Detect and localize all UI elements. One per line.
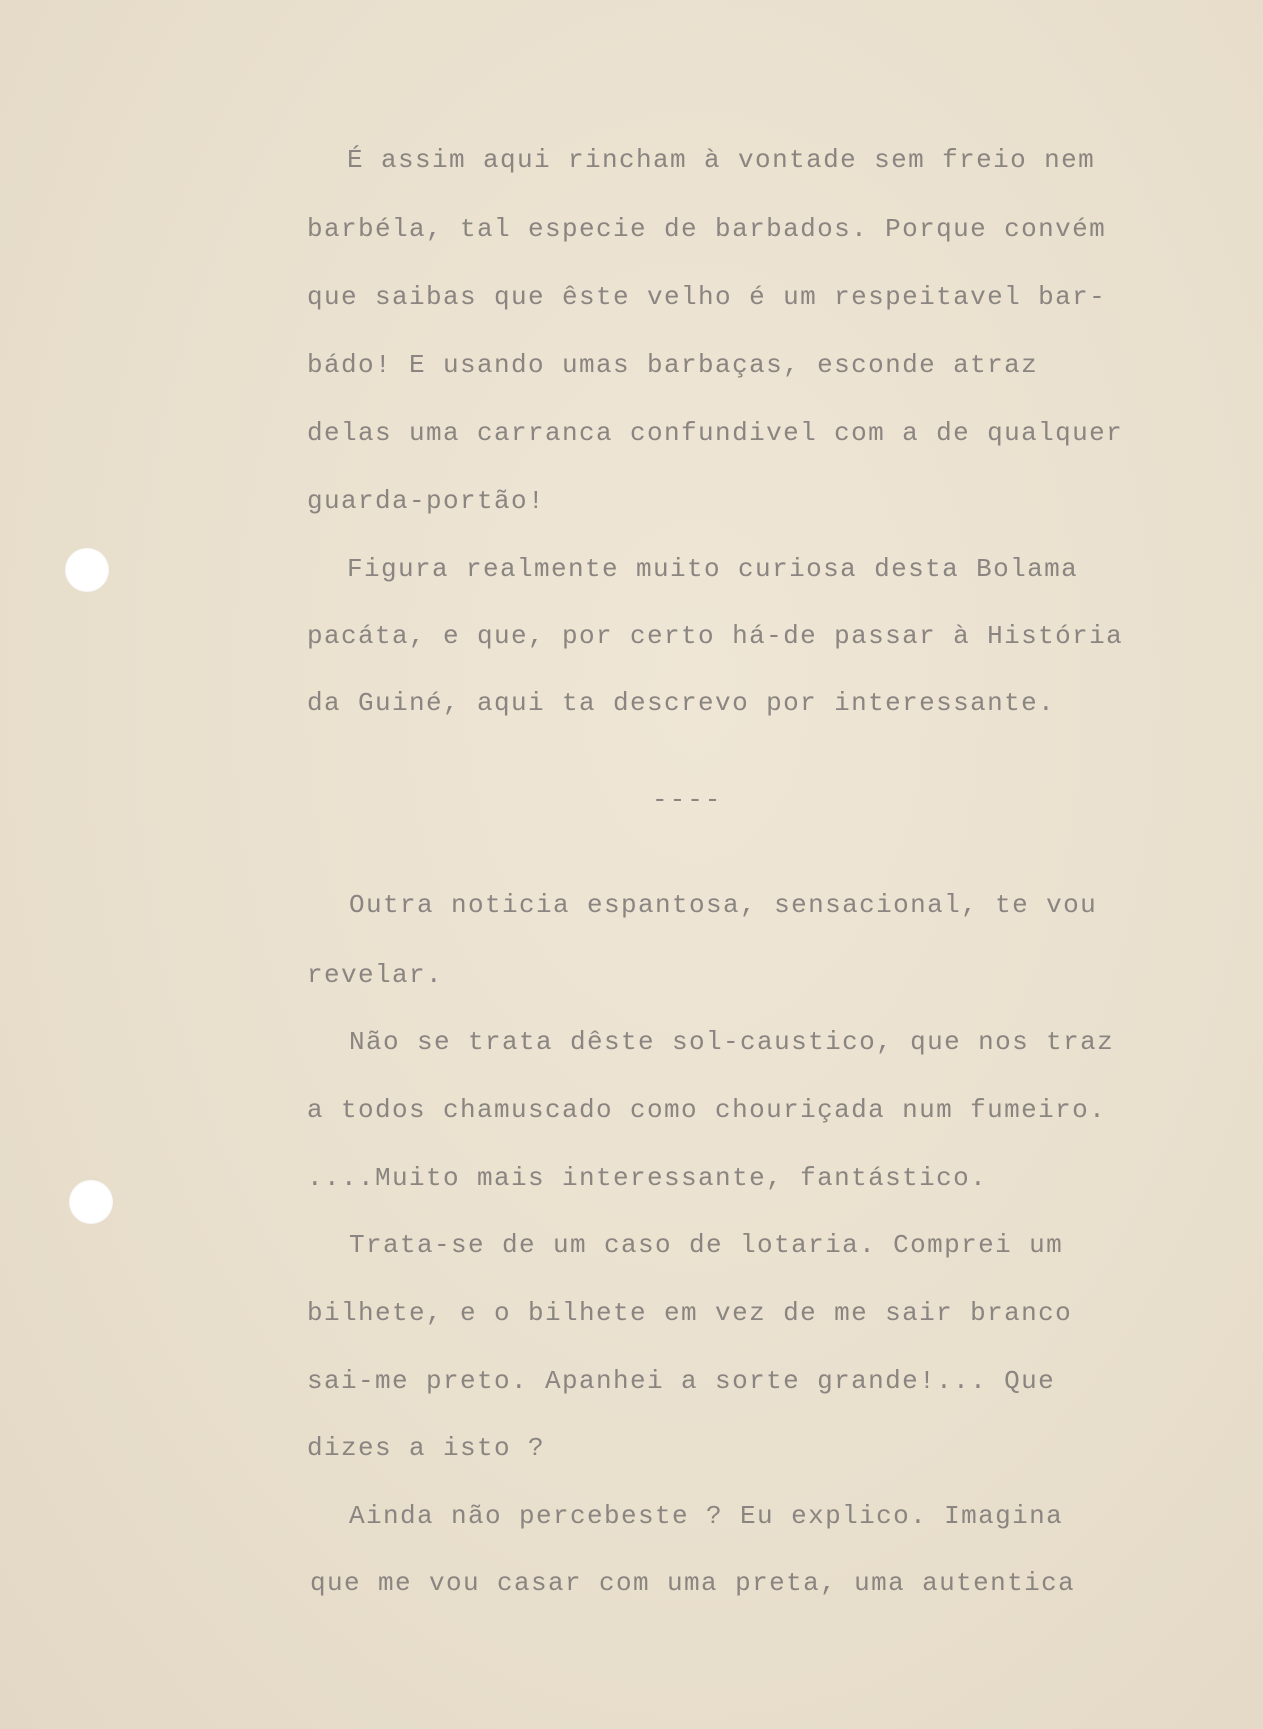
text-line: a todos chamuscado como chouriçada num fumeiro. — [307, 1095, 1107, 1125]
text-line: Figura realmente muito curiosa desta Bolama — [347, 554, 1079, 584]
text-line: sai-me preto. Apanhei a sorte grande!... Que — [307, 1366, 1056, 1396]
text-line: da Guiné, aqui ta descrevo por interessante. — [307, 688, 1056, 718]
text-line: guarda-portão! — [307, 486, 546, 516]
text-line: É assim aqui rincham à vontade sem freio nem — [347, 145, 1096, 175]
text-line: Trata-se de um caso de lotaria. Comprei um — [349, 1230, 1064, 1260]
text-line: delas uma carranca confundivel com a de qualquer — [307, 418, 1124, 448]
text-line: barbéla, tal especie de barbados. Porque convém — [307, 214, 1107, 244]
punch-hole-top — [65, 548, 109, 592]
text-line: revelar. — [307, 960, 444, 990]
text-line: Ainda não percebeste ? Eu explico. Imagina — [349, 1501, 1064, 1531]
text-line: pacáta, e que, por certo há-de passar à História — [307, 621, 1124, 651]
text-line: ....Muito mais interessante, fantástico. — [307, 1163, 988, 1193]
text-line: bilhete, e o bilhete em vez de me sair branco — [307, 1298, 1073, 1328]
punch-hole-bottom — [69, 1180, 113, 1224]
text-line: bádo! E usando umas barbaças, esconde atraz — [307, 350, 1039, 380]
text-line: que saibas que êste velho é um respeitavel bar- — [307, 282, 1107, 312]
section-separator: ---- — [652, 785, 723, 815]
text-line: dizes a isto ? — [307, 1433, 546, 1463]
text-line: que me vou casar com uma preta, uma autentica — [310, 1568, 1076, 1598]
text-line: Não se trata dêste sol-caustico, que nos traz — [349, 1027, 1115, 1057]
text-line: Outra noticia espantosa, sensacional, te vou — [349, 890, 1098, 920]
